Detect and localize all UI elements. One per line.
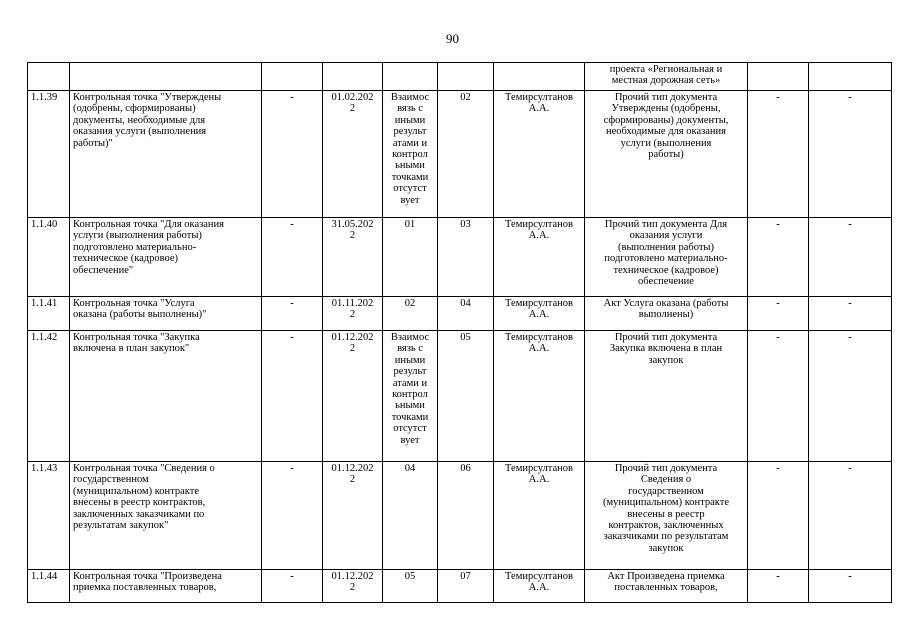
responsible-person: Темирсултанов А.А. bbox=[494, 462, 585, 570]
related-points: 04 bbox=[383, 462, 438, 570]
control-points-table bbox=[27, 62, 892, 603]
cell-date bbox=[323, 63, 383, 91]
table-row bbox=[28, 462, 892, 570]
control-point-name: Контрольная точка "Утверждены (одобрены, сформированы) документы, необходимые для оказания услуги (выполнения работы)" bbox=[70, 91, 262, 218]
cell-dash: - bbox=[262, 462, 323, 570]
table-row bbox=[28, 91, 892, 218]
control-point-name: Контрольная точка "Сведения о государственном (муниципальном) контракте внесены в реестр контрактов, заключенных заказчиками по результатам закупок" bbox=[70, 462, 262, 570]
page-number: 90 bbox=[446, 31, 459, 46]
point-code: 05 bbox=[438, 331, 494, 462]
cell-dash: - bbox=[262, 331, 323, 462]
cell-dash: - bbox=[748, 91, 809, 218]
table-row bbox=[28, 570, 892, 603]
responsible-person: Темирсултанов А.А. bbox=[494, 297, 585, 331]
due-date: 01.12.202 2 bbox=[323, 462, 383, 570]
document-type: Прочий тип документа Закупка включена в план закупок bbox=[585, 331, 748, 462]
cell-dash: - bbox=[809, 462, 892, 570]
document-type: Прочий тип документа Утверждены (одобрены, сформированы) документы, необходимые для оказания услуги (выполнения работы) bbox=[585, 91, 748, 218]
related-points: 05 bbox=[383, 570, 438, 603]
document-type: Акт Произведена приемка поставленных товаров, bbox=[585, 570, 748, 603]
related-points: 01 bbox=[383, 218, 438, 297]
cell-col3 bbox=[262, 63, 323, 91]
due-date: 01.02.202 2 bbox=[323, 91, 383, 218]
cell-dash: - bbox=[809, 331, 892, 462]
control-point-name: Контрольная точка "Произведена приемка поставленных товаров, bbox=[70, 570, 262, 603]
row-number: 1.1.43 bbox=[28, 462, 70, 570]
due-date: 31.05.202 2 bbox=[323, 218, 383, 297]
document-type: Прочий тип документа Для оказания услуги (выполнения работы) подготовлено материально- техническое (кадровое) обеспечение bbox=[585, 218, 748, 297]
cell-dash: - bbox=[809, 91, 892, 218]
document-type: Акт Услуга оказана (работы выполнены) bbox=[585, 297, 748, 331]
table-row bbox=[28, 218, 892, 297]
cell-dash: - bbox=[748, 570, 809, 603]
related-points: 02 bbox=[383, 297, 438, 331]
cell-col10 bbox=[809, 63, 892, 91]
cell-dash: - bbox=[809, 570, 892, 603]
cell-dash: - bbox=[262, 91, 323, 218]
point-code: 07 bbox=[438, 570, 494, 603]
row-number: 1.1.42 bbox=[28, 331, 70, 462]
responsible-person: Темирсултанов А.А. bbox=[494, 570, 585, 603]
row-number: 1.1.44 bbox=[28, 570, 70, 603]
cell-dash: - bbox=[748, 218, 809, 297]
cell-num bbox=[28, 63, 70, 91]
document-type: Прочий тип документа Сведения о государственном (муниципальном) контракте внесены в реестр контрактов, заключенных заказчиками по результатам закупок bbox=[585, 462, 748, 570]
cell-person bbox=[494, 63, 585, 91]
cell-dash: - bbox=[748, 331, 809, 462]
row-number: 1.1.41 bbox=[28, 297, 70, 331]
control-point-name: Контрольная точка "Закупка включена в план закупок" bbox=[70, 331, 262, 462]
cell-dash: - bbox=[262, 297, 323, 331]
point-code: 03 bbox=[438, 218, 494, 297]
control-point-name: Контрольная точка "Для оказания услуги (выполнения работы) подготовлено материально- техническое (кадровое) обеспечение" bbox=[70, 218, 262, 297]
cell-doc: проекта «Региональная и местная дорожная сеть» bbox=[585, 63, 748, 91]
row-number: 1.1.39 bbox=[28, 91, 70, 218]
table-row bbox=[28, 331, 892, 462]
control-point-name: Контрольная точка "Услуга оказана (работы выполнены)" bbox=[70, 297, 262, 331]
point-code: 04 bbox=[438, 297, 494, 331]
related-points: Взаимос вязь с иными результ атами и контрол ьными точками отсутст вует bbox=[383, 331, 438, 462]
cell-dash: - bbox=[748, 462, 809, 570]
due-date: 01.12.202 2 bbox=[323, 570, 383, 603]
cell-dash: - bbox=[809, 297, 892, 331]
due-date: 01.11.202 2 bbox=[323, 297, 383, 331]
due-date: 01.12.202 2 bbox=[323, 331, 383, 462]
responsible-person: Темирсултанов А.А. bbox=[494, 218, 585, 297]
table-row bbox=[28, 297, 892, 331]
cell-link bbox=[383, 63, 438, 91]
cell-code bbox=[438, 63, 494, 91]
table-row-continued bbox=[28, 63, 892, 91]
cell-col9 bbox=[748, 63, 809, 91]
responsible-person: Темирсултанов А.А. bbox=[494, 331, 585, 462]
point-code: 02 bbox=[438, 91, 494, 218]
cell-dash: - bbox=[809, 218, 892, 297]
cell-dash: - bbox=[262, 570, 323, 603]
responsible-person: Темирсултанов А.А. bbox=[494, 91, 585, 218]
cell-dash: - bbox=[748, 297, 809, 331]
cell-name bbox=[70, 63, 262, 91]
point-code: 06 bbox=[438, 462, 494, 570]
row-number: 1.1.40 bbox=[28, 218, 70, 297]
related-points: Взаимос вязь с иными результ атами и контрол ьными точками отсутст вует bbox=[383, 91, 438, 218]
cell-dash: - bbox=[262, 218, 323, 297]
